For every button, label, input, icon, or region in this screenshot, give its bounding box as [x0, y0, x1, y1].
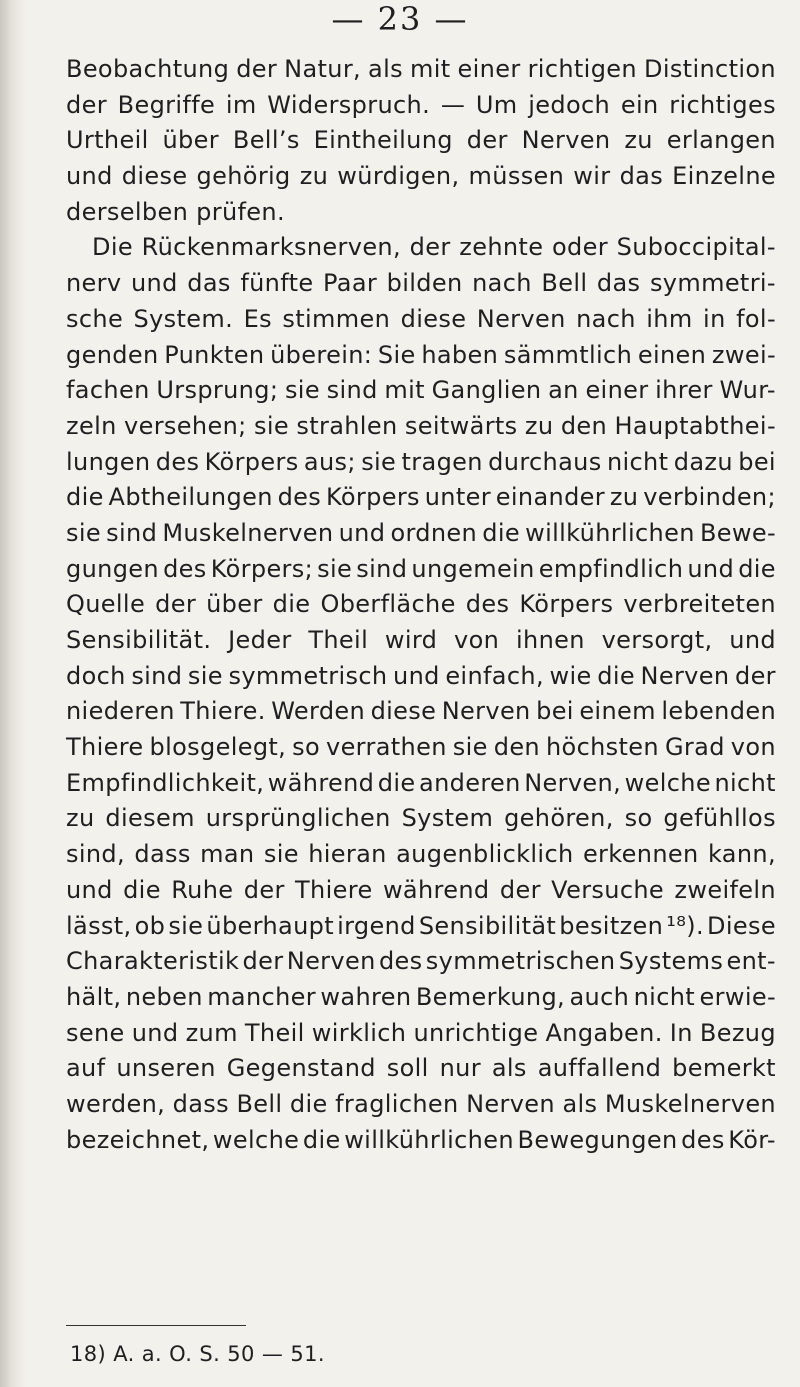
text-line: Sensibilität. Jeder Theil wird von ihnen versorgt, und [66, 626, 776, 654]
text-line: Thiere blosgelegt, so verrathen sie den höchsten Grad von [66, 733, 776, 762]
text-line: zeln versehen; sie strahlen seitwärts zu den Hauptabthei- [66, 411, 776, 440]
text-line: werden, dass Bell die fraglichen Nerven als Muskelnerven [66, 1089, 776, 1118]
text-line: und die Ruhe der Thiere während der Versuche zweifeln [66, 875, 776, 904]
footnote-rule [66, 1325, 246, 1326]
text-line: lässt, ob sie überhaupt irgend Sensibilität besitzen ¹⁸). Diese [66, 911, 776, 940]
text-line: sene und zum Theil wirklich unrichtige Angaben. In Bezug [66, 1018, 776, 1047]
text-line: genden Punkten überein: Sie haben sämmtlich einen zwei- [66, 340, 776, 369]
text-line: sie sind Muskelnerven und ordnen die willkührlichen Bewe- [66, 518, 776, 547]
page-binding-edge [0, 0, 26, 1387]
text-line: nerv und das fünfte Paar bilden nach Bell das symmetri- [66, 269, 776, 298]
text-line: Die Rückenmarksnerven, der zehnte oder Suboccipital- [92, 233, 776, 262]
text-line: und diese gehörig zu würdigen, müssen wir das Einzelne [66, 162, 776, 191]
text-line: niederen Thiere. Werden diese Nerven bei einem lebenden [66, 697, 776, 726]
text-line: Empfindlichkeit, während die anderen Nerven, welche nicht [66, 768, 776, 797]
text-line: bezeichnet, welche die willkührlichen Bewegungen des Kör- [66, 1125, 776, 1154]
body-text [66, 52, 776, 1158]
text-line: lungen des Körpers aus; sie tragen durchaus nicht dazu bei [66, 447, 776, 476]
text-line: Quelle der über die Oberfläche des Körpers verbreiteten [66, 590, 776, 619]
page-number: — 23 — [331, 0, 469, 38]
text-line: Beobachtung der Natur, als mit einer richtigen Distinction [66, 55, 776, 83]
text-line: Urtheil über Bell’s Eintheilung der Nerven zu erlangen [66, 126, 776, 155]
text-line: fachen Ursprung; sie sind mit Ganglien an einer ihrer Wur- [66, 376, 776, 405]
text-line: derselben prüfen. [66, 197, 285, 226]
text-line: hält, neben mancher wahren Bemerkung, auch nicht erwie- [66, 982, 776, 1011]
text-line: der Begriffe im Widerspruch. — Um jedoch ein richtiges [66, 90, 776, 119]
text-line: sche System. Es stimmen diese Nerven nach ihm in fol- [66, 304, 776, 333]
text-line: Charakteristik der Nerven des symmetrischen Systems ent- [66, 947, 776, 976]
text-line: auf unseren Gegenstand soll nur als auffallend bemerkt [66, 1054, 776, 1083]
text-line: sind, dass man sie hieran augenblicklich erkennen kann, [66, 840, 776, 869]
footnote: 18) A. a. O. S. 50 — 51. [70, 1342, 325, 1366]
text-line: doch sind sie symmetrisch und einfach, wie die Nerven der [66, 661, 776, 690]
text-line: die Abtheilungen des Körpers unter einander zu verbinden; [66, 483, 776, 512]
text-line: zu diesem ursprünglichen System gehören, so gefühllos [66, 804, 776, 833]
text-line: gungen des Körpers; sie sind ungemein empfindlich und die [66, 554, 776, 583]
